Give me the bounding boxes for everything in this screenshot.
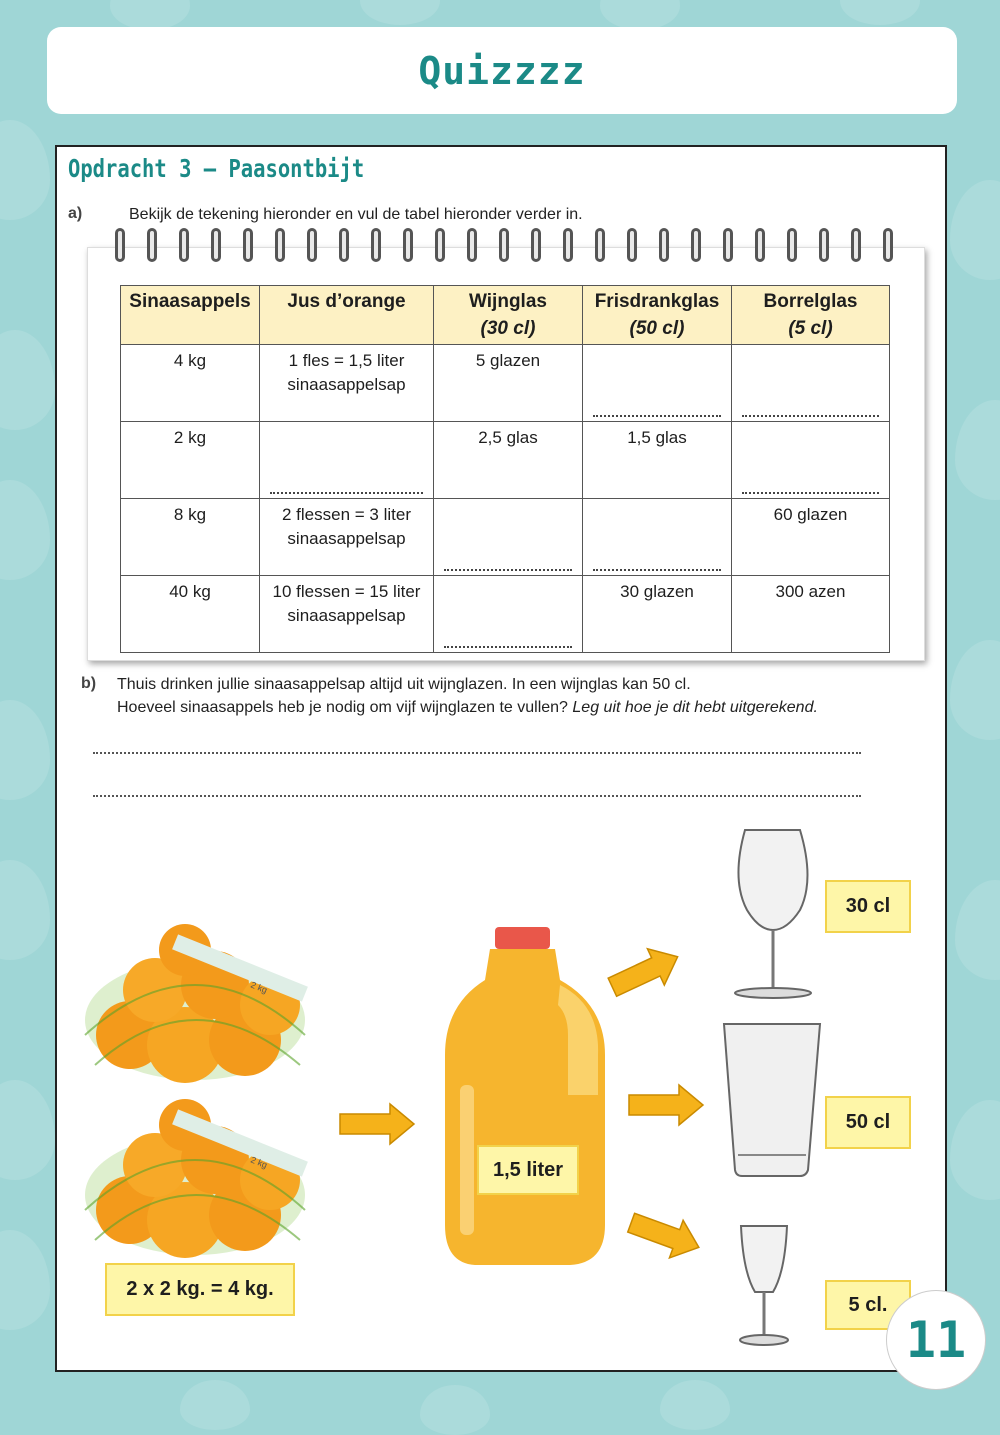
table-cell: 2 kg (121, 422, 260, 499)
table-cell-blank[interactable] (583, 345, 732, 422)
table-row (121, 422, 890, 499)
spiral-ring (371, 228, 381, 262)
spiral-ring (627, 228, 637, 262)
notepad-rings (115, 228, 915, 268)
bag-tag-text: 2 kg (249, 1154, 269, 1171)
spiral-ring (179, 228, 189, 262)
spiral-ring (275, 228, 285, 262)
table-cell: 40 kg (121, 576, 260, 653)
egg-decoration (420, 1385, 490, 1435)
spiral-ring (307, 228, 317, 262)
spiral-ring (883, 228, 893, 262)
table-header-cell: Sinaasappels (121, 286, 260, 345)
table-cell: 60 glazen (732, 499, 890, 576)
spiral-ring (435, 228, 445, 262)
table-row (121, 345, 890, 422)
conversion-table (120, 285, 890, 653)
question-a-text: Bekijk de tekening hieronder en vul de tabel hieronder verder in. (129, 206, 583, 223)
spiral-ring (403, 228, 413, 262)
oranges-label: 2 x 2 kg. = 4 kg. (105, 1263, 295, 1316)
page-number-badge: 11 (886, 1290, 986, 1390)
orange-bags-illustration (75, 915, 325, 1260)
table-cell: 5 glazen (434, 345, 583, 422)
answer-dots (444, 568, 572, 571)
egg-decoration (0, 480, 50, 580)
spiral-ring (787, 228, 797, 262)
answer-line[interactable] (93, 752, 861, 754)
question-b-line1: Thuis drinken jullie sinaasappelsap altijd uit wijnglazen. In een wijnglas kan 50 cl. (117, 676, 691, 693)
shot-glass-icon (735, 1222, 795, 1350)
egg-decoration (0, 120, 50, 220)
egg-decoration (955, 400, 1000, 500)
egg-decoration (0, 330, 55, 430)
spiral-ring (243, 228, 253, 262)
egg-decoration (0, 1080, 55, 1180)
shot-glass-label: 5 cl. (825, 1280, 911, 1330)
jug-label: 1,5 liter (477, 1145, 579, 1195)
egg-decoration (360, 0, 440, 25)
egg-decoration (0, 860, 50, 960)
egg-decoration (950, 640, 1000, 740)
answer-dots (593, 568, 721, 571)
spiral-ring (595, 228, 605, 262)
egg-decoration (0, 1230, 50, 1330)
soda-glass-label: 50 cl (825, 1096, 911, 1149)
table-header-cell: Wijnglas (30 cl) (434, 286, 583, 345)
question-a-label: a) (68, 205, 83, 222)
table-cell-blank[interactable] (583, 499, 732, 576)
egg-decoration (110, 0, 190, 30)
spiral-ring (851, 228, 861, 262)
spiral-ring (563, 228, 573, 262)
egg-decoration (180, 1380, 250, 1430)
egg-decoration (950, 1100, 1000, 1200)
spiral-ring (531, 228, 541, 262)
page-title: Quizzzz (418, 49, 586, 93)
egg-decoration (600, 0, 680, 30)
table-cell: 1 fles = 1,5 liter sinaasappelsap (260, 345, 434, 422)
answer-dots (270, 491, 423, 494)
table-cell: 2,5 glas (434, 422, 583, 499)
spiral-ring (467, 228, 477, 262)
table-cell-blank[interactable] (732, 345, 890, 422)
egg-decoration (840, 0, 920, 25)
table-cell: 4 kg (121, 345, 260, 422)
wine-glass-icon (725, 825, 825, 1000)
table-cell-blank[interactable] (732, 422, 890, 499)
table-cell-blank[interactable] (434, 499, 583, 576)
table-header-cell: Frisdrankglas (50 cl) (583, 286, 732, 345)
spiral-ring (211, 228, 221, 262)
spiral-ring (147, 228, 157, 262)
table-cell-blank[interactable] (434, 576, 583, 653)
soda-glass-icon (720, 1020, 825, 1180)
table-cell: 2 flessen = 3 liter sinaasappelsap (260, 499, 434, 576)
answer-dots (742, 414, 879, 417)
spiral-ring (339, 228, 349, 262)
spiral-ring (691, 228, 701, 262)
header-card (47, 27, 957, 114)
spiral-ring (499, 228, 509, 262)
answer-dots (444, 645, 572, 648)
spiral-ring (755, 228, 765, 262)
arrow-up-right-icon (605, 945, 685, 1000)
table-cell: 8 kg (121, 499, 260, 576)
spiral-ring (819, 228, 829, 262)
egg-decoration (660, 1380, 730, 1430)
spiral-ring (659, 228, 669, 262)
spiral-ring (723, 228, 733, 262)
question-b-line2: Hoeveel sinaasappels heb je nodig om vijf wijnglazen te vullen? Leg uit hoe je dit hebt uitgerekend. (117, 699, 818, 716)
answer-dots (593, 414, 721, 417)
bag-tag-text: 2 kg (249, 979, 269, 996)
table-cell: 10 flessen = 15 liter sinaasappelsap (260, 576, 434, 653)
arrow-right-icon (338, 1102, 418, 1146)
spiral-ring (115, 228, 125, 262)
table-header-row (121, 286, 890, 345)
egg-decoration (950, 180, 1000, 280)
orange-bag-top (85, 924, 308, 1083)
question-b-label: b) (81, 675, 97, 692)
table-row (121, 499, 890, 576)
juice-jug-icon (440, 925, 610, 1270)
table-header-cell: Borrelglas (5 cl) (732, 286, 890, 345)
egg-decoration (0, 700, 50, 800)
table-cell: 300 azen (732, 576, 890, 653)
arrow-right-icon (627, 1083, 707, 1127)
table-cell: 1,5 glas (583, 422, 732, 499)
table-row (121, 576, 890, 653)
orange-bag-bottom (85, 1099, 308, 1258)
wine-glass-label: 30 cl (825, 880, 911, 933)
table-cell-blank[interactable] (260, 422, 434, 499)
table-cell: 30 glazen (583, 576, 732, 653)
answer-line[interactable] (93, 795, 861, 797)
egg-decoration (955, 880, 1000, 980)
assignment-title: Opdracht 3 – Paasontbijt (68, 154, 365, 183)
table-header-cell: Jus d’orange (260, 286, 434, 345)
arrow-down-right-icon (625, 1208, 705, 1263)
answer-dots (742, 491, 879, 494)
